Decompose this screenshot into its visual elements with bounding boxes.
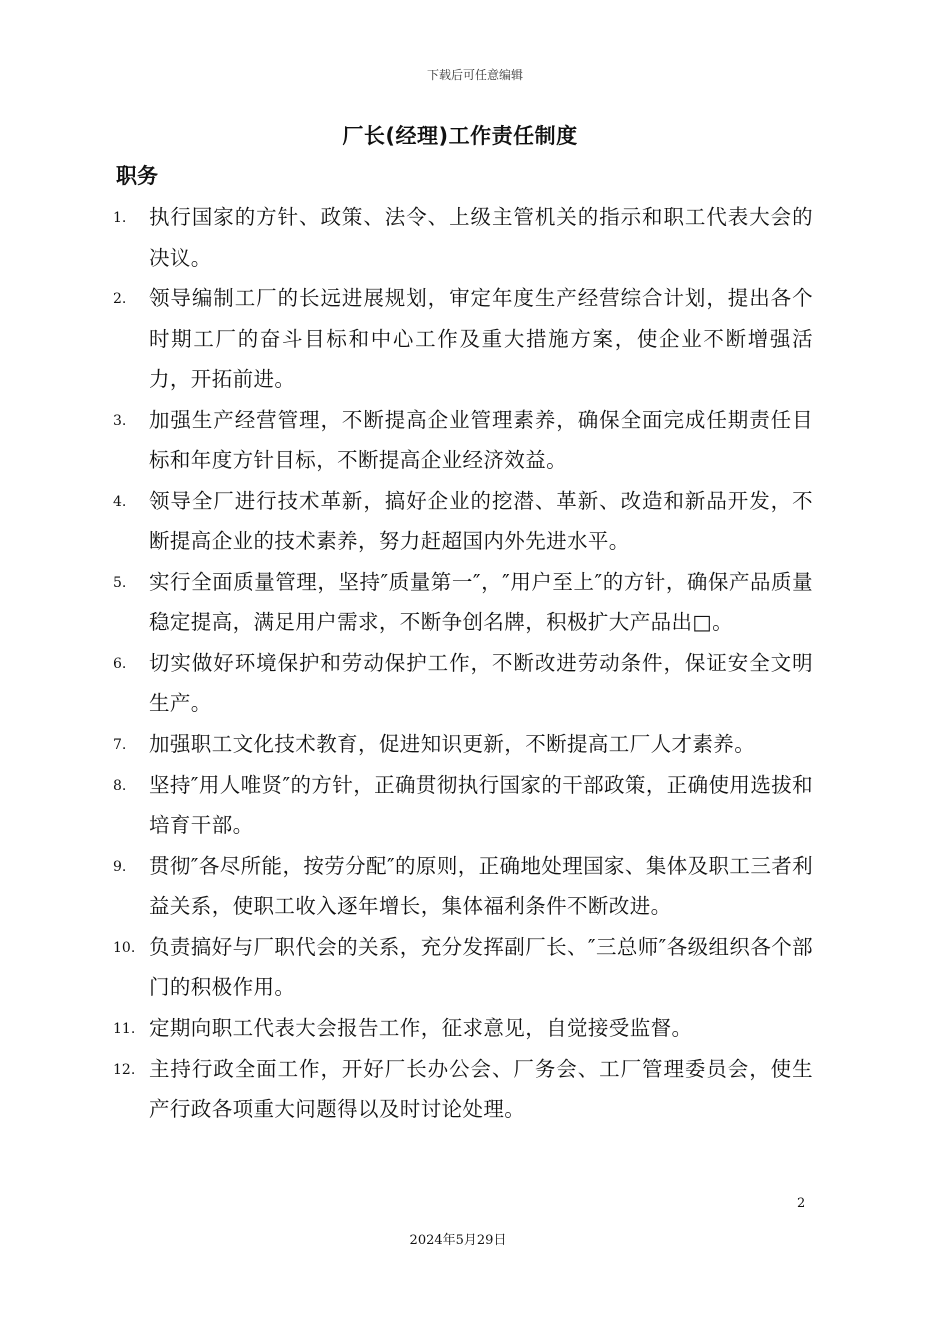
list-item xyxy=(113,643,813,724)
list-item-number: 4. xyxy=(113,493,127,510)
footer-date: 2024年5月29日 xyxy=(409,1233,507,1248)
list-item xyxy=(113,1049,813,1130)
list-item-number: 3. xyxy=(113,412,127,429)
list-item-text: 坚持″用人唯贤″的方针，正确贯彻执行国家的干部政策，正确使用选拔和培育干部。 xyxy=(149,772,814,837)
list-item-text: 切实做好环境保护和劳动保护工作，不断改进劳动条件，保证安全文明生产。 xyxy=(149,650,813,715)
list-item-text: 贯彻″各尽所能，按劳分配″的原则，正确地处理国家、集体及职工三者利益关系，使职工收入逐年增长，集体福利条件不断改进。 xyxy=(149,853,814,918)
list-item-text: 加强生产经营管理，不断提高企业管理素养，确保全面完成任期责任目标和年度方针目标，不断提高企业经济效益。 xyxy=(149,407,813,472)
list-item xyxy=(113,927,813,1008)
list-item xyxy=(113,481,813,562)
list-item xyxy=(113,765,813,846)
list-item xyxy=(113,278,813,400)
document-title: 厂长(经理)工作责任制度 xyxy=(342,124,578,148)
list-item-number: 6. xyxy=(113,655,127,672)
list-item-text: 主持行政全面工作，开好厂长办公会、厂务会、工厂管理委员会，使生产行政各项重大问题得以及时讨论处理。 xyxy=(149,1056,813,1121)
list-item-number: 7. xyxy=(113,736,127,753)
list-item-text: 加强职工文化技术教育，促进知识更新，不断提高工厂人才素养。 xyxy=(149,731,756,756)
header-note: 下载后可任意编辑 xyxy=(426,68,523,82)
list-item-number: 5. xyxy=(113,574,127,591)
list-item xyxy=(113,1008,813,1049)
duty-list xyxy=(113,197,813,1130)
section-heading: 职务 xyxy=(116,164,158,188)
list-item-number: 11. xyxy=(113,1020,136,1037)
list-item-number: 8. xyxy=(113,777,127,794)
list-item-number: 10. xyxy=(113,939,136,956)
list-item xyxy=(113,724,813,765)
list-item-number: 1. xyxy=(113,210,127,226)
list-item xyxy=(113,197,813,278)
list-item-text: 实行全面质量管理，坚持″质量第一″，″用户至上″的方针，确保产品质量稳定提高，满足用户需求，不断争创名牌，积极扩大产品出□。 xyxy=(149,569,813,634)
page-number: 2 xyxy=(797,1196,806,1211)
list-item-text: 执行国家的方针、政策、法令、上级主管机关的指示和职工代表大会的决议。 xyxy=(149,205,813,270)
list-item-number: 12. xyxy=(113,1061,136,1078)
list-item-number: 9. xyxy=(113,858,127,875)
list-item xyxy=(113,846,813,927)
list-item-text: 领导全厂进行技术革新，搞好企业的挖潜、革新、改造和新品开发，不断提高企业的技术素养，努力赶超国内外先进水平。 xyxy=(149,488,813,553)
list-item-text: 领导编制工厂的长远进展规划，审定年度生产经营综合计划，提出各个时期工厂的奋斗目标和中心工作及重大措施方案，使企业不断增强活力，开拓前进。 xyxy=(149,286,813,391)
list-item-text: 定期向职工代表大会报告工作，征求意见，自觉接受监督。 xyxy=(149,1015,693,1040)
list-item-text: 负责搞好与厂职代会的关系，充分发挥副厂长、″三总师″各级组织各个部门的积极作用。 xyxy=(149,934,814,999)
list-item xyxy=(113,562,813,643)
list-item xyxy=(113,400,813,481)
list-item-number: 2. xyxy=(113,291,127,307)
